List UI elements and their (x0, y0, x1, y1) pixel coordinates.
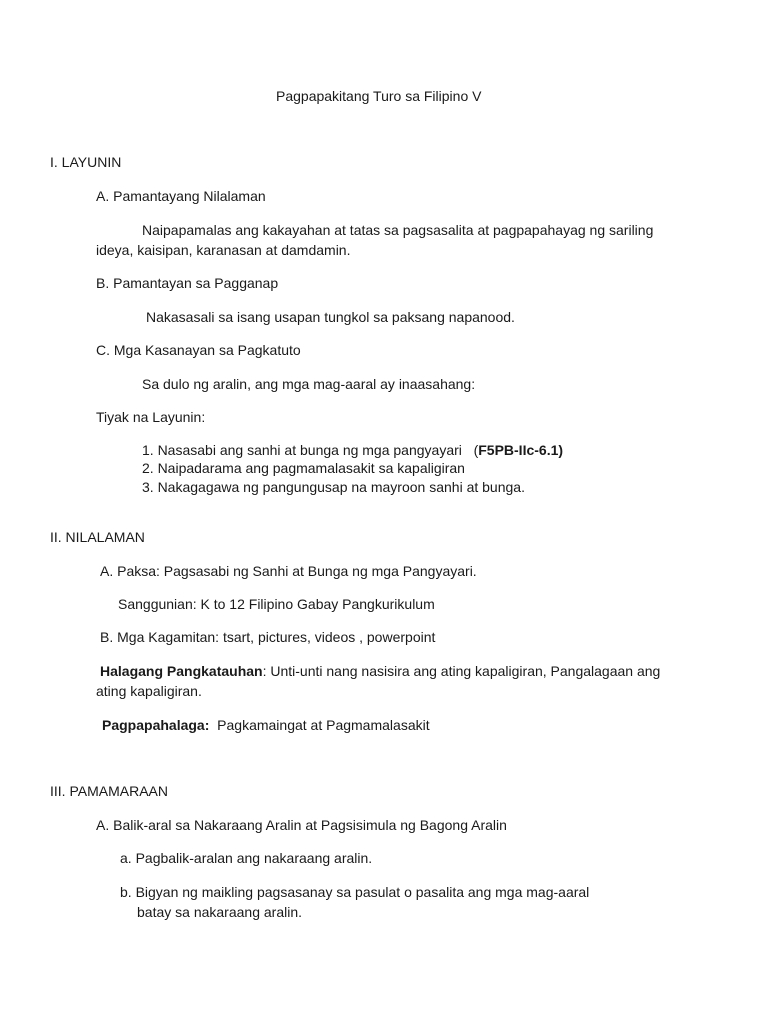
paragraph-line: Nakasasali sa isang usapan tungkol sa paksang napanood. (146, 309, 515, 325)
subheading-kasanayan: C. Mga Kasanayan sa Pagkatuto (96, 342, 301, 358)
list-item: b. Bigyan ng maikling pagsasanay sa pasulat o pasalita ang mga mag-aaral (120, 884, 590, 900)
paragraph-line: Naipapamalas ang kakayahan at tatas sa pagsasalita at pagpapahayag ng sariling (142, 222, 654, 238)
objective-item: 3. Nakagagawa ng pangungusap na mayroon sanhi at bunga. (142, 479, 525, 495)
pagpapahalaga-line (102, 715, 430, 735)
paksa-line: A. Paksa: Pagsasabi ng Sanhi at Bunga ng mga Pangyayari. (100, 563, 477, 579)
label-tiyak-na-layunin: Tiyak na Layunin: (96, 409, 206, 425)
objective-item: 2. Naipadarama ang pagmamalasakit sa kapaligiran (142, 460, 465, 476)
paragraph-line: Sa dulo ng aralin, ang mga mag-aaral ay inaasahang: (142, 376, 476, 392)
competency-code: F5PB-IIc-6.1) (478, 442, 564, 458)
kagamitan-line: B. Mga Kagamitan: tsart, pictures, videos , powerpoint (100, 629, 436, 645)
section-heading-pamamaraan: III. PAMAMARAAN (50, 783, 168, 799)
pagpapahalaga-label: Pagpapahalaga: (102, 717, 210, 733)
competency-paren: ( (473, 442, 479, 458)
pagpapahalaga-text: Pagkamaingat at Pagmamalasakit (217, 717, 430, 733)
sanggunian-line: Sanggunian: K to 12 Filipino Gabay Pangkurikulum (118, 596, 435, 612)
list-item-continuation: batay sa nakaraang aralin. (137, 904, 302, 920)
halagang-label: Halagang Pangkatauhan (100, 663, 263, 679)
section-heading-nilalaman: II. NILALAMAN (50, 529, 145, 545)
objective-item (142, 440, 563, 460)
paragraph-line: ating kapaligiran. (96, 683, 202, 699)
subheading-balik-aral: A. Balik-aral sa Nakaraang Aralin at Pagsisimula ng Bagong Aralin (96, 817, 507, 833)
document-title: Pagpapakitang Turo sa Filipino V (276, 88, 482, 104)
paragraph-line: ideya, kaisipan, karanasan at damdamin. (96, 242, 351, 258)
objective-text: 1. Nasasabi ang sanhi at bunga ng mga pangyayari (142, 442, 462, 458)
halagang-text: : Unti-unti nang nasisira ang ating kapaligiran, Pangalagaan ang (262, 663, 661, 679)
section-heading-layunin: I. LAYUNIN (50, 154, 122, 170)
subheading-pamantayang-nilalaman: A. Pamantayang Nilalaman (96, 188, 266, 204)
subheading-pamantayan-sa-pagganap: B. Pamantayan sa Pagganap (96, 275, 279, 291)
halagang-pangkatauhan-line (100, 661, 660, 681)
list-item: a. Pagbalik-aralan ang nakaraang aralin. (120, 850, 373, 866)
